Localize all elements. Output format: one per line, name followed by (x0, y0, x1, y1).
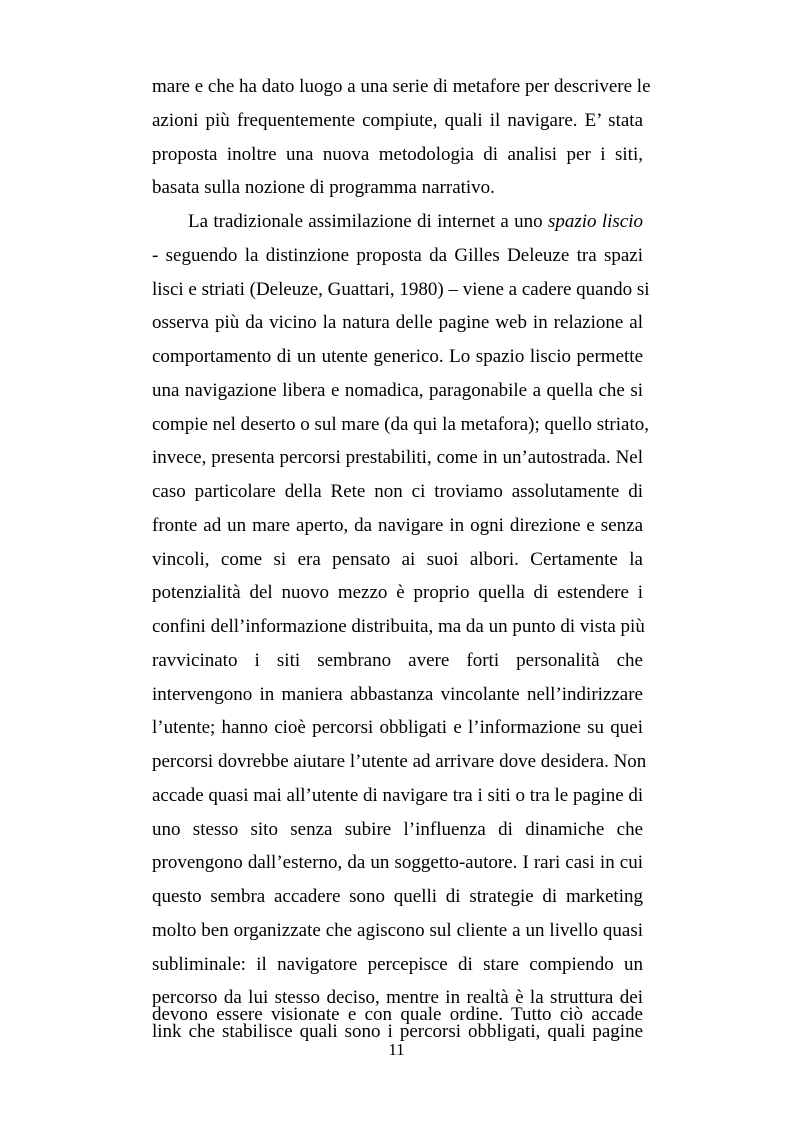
text-line: una navigazione libera e nomadica, paragonabile a quella che si (152, 380, 643, 401)
text-line: comportamento di un utente generico. Lo spazio liscio permette (152, 346, 643, 367)
text-line: fronte ad un mare aperto, da navigare in ogni direzione e senza (152, 515, 643, 536)
text-line: - seguendo la distinzione proposta da Gilles Deleuze tra spazi (152, 245, 643, 266)
text-line: proposta inoltre una nuova metodologia di analisi per i siti, (152, 144, 643, 165)
text-span: La tradizionale assimilazione di internet a uno (188, 211, 543, 232)
text-line: ravvicinato i siti sembrano avere forti personalità che (152, 650, 643, 671)
text-line: l’utente; hanno cioè percorsi obbligati e l’informazione su quei (152, 717, 643, 738)
text-line: devono essere visionate e con quale ordine. Tutto ciò accade (152, 1004, 643, 1025)
page-number: 11 (388, 1040, 405, 1059)
text-line: uno stesso sito senza subire l’influenza di dinamiche che (152, 819, 643, 840)
text-line: molto ben organizzate che agiscono sul cliente a un livello quasi (152, 920, 643, 941)
text-line: osserva più da vicino la natura delle pagine web in relazione al (152, 312, 643, 333)
text-line: accade quasi mai all’utente di navigare tra i siti o tra le pagine di (152, 785, 644, 806)
text-line: questo sembra accadere sono quelli di strategie di marketing (152, 886, 643, 907)
text-line: provengono dall’esterno, da un soggetto-autore. I rari casi in cui (152, 852, 643, 873)
text-line: mare e che ha dato luogo a una serie di metafore per descrivere le (152, 76, 651, 97)
text-line: invece, presenta percorsi prestabiliti, come in un’autostrada. Nel (152, 447, 643, 468)
text-line: azioni più frequentemente compiute, quali il navigare. E’ stata (152, 110, 643, 131)
text-line: intervengono in maniera abbastanza vincolante nell’indirizzare (152, 684, 643, 705)
text-line: vincoli, come si era pensato ai suoi albori. Certamente la (152, 549, 643, 570)
text-line: compie nel deserto o sul mare (da qui la metafora); quello striato, (152, 414, 649, 435)
text-line: percorsi dovrebbe aiutare l’utente ad arrivare dove desidera. Non (152, 751, 647, 772)
text-line: caso particolare della Rete non ci troviamo assolutamente di (152, 481, 643, 502)
text-line: link che stabilisce quali sono i percorsi obbligati, quali pagine (152, 1021, 643, 1042)
italic-term: spazio liscio (547, 211, 644, 232)
text-line: confini dell’informazione distribuita, ma da un punto di vista più (152, 616, 645, 637)
paragraph-first-line (188, 211, 643, 233)
text-line: subliminale: il navigatore percepisce di stare compiendo un (152, 954, 643, 975)
text-line: lisci e striati (Deleuze, Guattari, 1980) – viene a cadere quando si (152, 279, 650, 300)
text-line: percorso da lui stesso deciso, mentre in realtà è la struttura dei (152, 987, 643, 1008)
text-line: basata sulla nozione di programma narrativo. (152, 177, 495, 198)
text-line: potenzialità del nuovo mezzo è proprio quella di estendere i (152, 582, 643, 603)
